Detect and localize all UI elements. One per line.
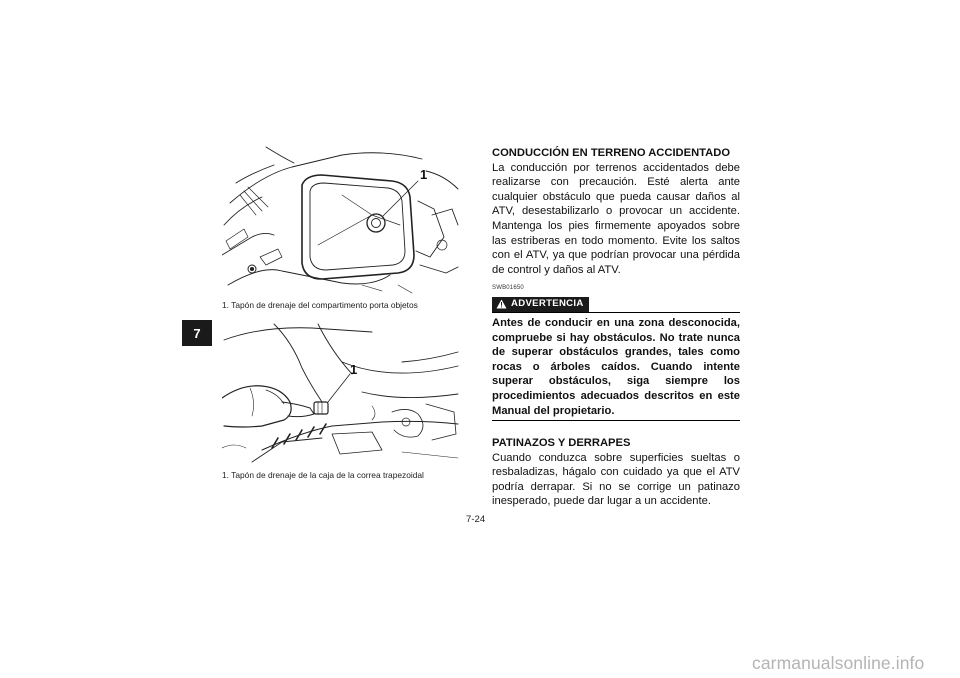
v-belt-case-drain-plug-illustration	[222, 322, 460, 465]
skidding-section	[492, 436, 740, 509]
figure-2-callout: 1	[350, 362, 358, 377]
storage-compartment-drain-plug-illustration	[222, 145, 460, 295]
section-title-rough-terrain: CONDUCCIÓN EN TERRENO ACCIDENTADO	[492, 147, 731, 159]
warning-triangle-icon	[496, 299, 507, 309]
warning-label: ADVERTENCIA	[511, 298, 584, 310]
rough-terrain-paragraph: La conducción por terrenos accidentados debe realizarse con precaución. Esté alerta ante cualquier obstáculo que pueda causar daños al ATV, desestabilizarlo o provocar un accidente. Mantenga los pies firmemente apoyados sobre las estriberas en todo momento. Evite los saltos con el ATV, ya que podrían provocar una pérdida de control y daños al ATV.	[492, 161, 740, 276]
warning-badge	[492, 297, 589, 312]
watermark: carmanualsonline.info	[752, 653, 925, 673]
section-title-skidding: PATINAZOS Y DERRAPES	[492, 437, 631, 450]
figure-v-belt-case-drain-plug	[222, 322, 460, 465]
figure-storage-compartment-drain-plug	[222, 145, 460, 295]
chapter-number: 7	[193, 325, 201, 341]
chapter-tab	[182, 320, 212, 346]
warning-header	[492, 297, 740, 313]
skidding-paragraph: Cuando conduzca sobre superficies sueltas o resbaladizas, hágalo con cuidado ya que el ATV podría derrapar. Si no se corrige un patinazo inesperado, puede dar lugar a un accidente.	[492, 451, 740, 508]
warning-code: SWB01650	[492, 285, 524, 292]
figure-1-caption: 1. Tapón de drenaje del compartimento porta objetos	[222, 300, 418, 310]
figure-1-callout: 1	[420, 167, 428, 182]
figure-2-caption: 1. Tapón de drenaje de la caja de la correa trapezoidal	[222, 470, 424, 480]
page-number: 7-24	[466, 514, 486, 525]
warning-text: Antes de conducir en una zona desconocida, compruebe si hay obstáculos. No trate nunca de superar obstáculos grandes, tales como rocas o árboles caídos. Cuando intente superar obstáculos, siga siempre los procedimientos adecuados descritos en este Manual del propietario.	[492, 313, 740, 421]
text-column	[492, 146, 740, 509]
